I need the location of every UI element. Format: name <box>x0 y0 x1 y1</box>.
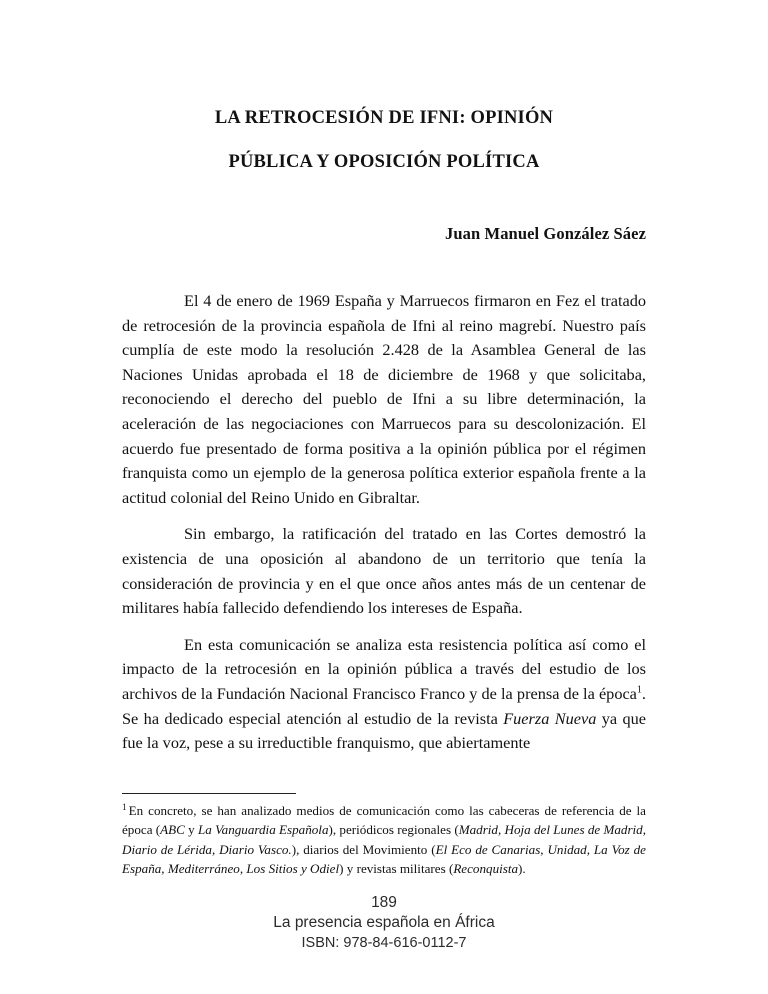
title-line-2: PÚBLICA Y OPOSICIÓN POLÍTICA <box>228 152 540 172</box>
footer-isbn: ISBN: 978-84-616-0112-7 <box>301 935 467 951</box>
italic-run: La Vanguardia Española <box>198 822 329 838</box>
italic-run: Reconquista <box>453 860 519 876</box>
footer-page-number: 189 <box>371 894 397 911</box>
footnote-1 <box>122 801 646 878</box>
paragraph-2: Sin embargo, la ratificación del tratado en las Cortes demostró la existencia de una oposición al abandono de un territorio que tenía la consideración de provincia y en el que once años antes más de un centenar de militares había fallecido defendiendo los intereses de España. <box>122 524 646 618</box>
italic-run: Fuerza Nueva <box>503 708 597 728</box>
footnote-area <box>122 793 646 878</box>
italic-run: El Eco de Canarias, Unidad, La Voz de España, Mediterráneo, Los Sitios y Odiel <box>122 841 646 876</box>
body-text <box>122 289 646 756</box>
paragraph-3: En esta comunicación se analiza esta resistencia política así como el impacto de la retrocesión en la opinión pública a través del estudio de los archivos de la Fundación Nacional Francisco Franco y de la prensa de la época$^1$. Se ha dedicado especial atención al estudio de la revista Fuerza Nueva ya que fue la voz, pese a su irreductible franquismo, que abiertamente <box>122 634 647 753</box>
footnote-body: En concreto, se han analizado medios de comunicación como las cabeceras de referencia de la época (ABC y La Vanguardia Española), periódicos regionales (Madrid, Hoja del Lunes de Madrid, Diario de Lérida, Diario Vasco.), diarios del Movimiento (El Eco de Canarias, Unidad, La Voz de España, Mediterráneo, Los Sitios y Odiel) y revistas militares (Reconquista). <box>122 803 647 876</box>
footnote-marker: 1 <box>122 801 127 812</box>
author-name: Juan Manuel González Sáez <box>445 224 646 243</box>
page-footer <box>0 893 768 953</box>
footnote-reference[interactable]: 1 <box>636 684 642 696</box>
page-title <box>122 96 646 184</box>
italic-run: Madrid, Hoja del Lunes de Madrid, Diario de Lérida, Diario Vasco. <box>122 822 647 857</box>
italic-run: ABC <box>160 822 185 838</box>
footer-book-title: La presencia española en África <box>273 914 495 931</box>
footnote-separator-rule <box>122 793 296 794</box>
paragraph-1: El 4 de enero de 1969 España y Marruecos firmaron en Fez el tratado de retrocesión de la provincia española de Ifni al reino magrebí. Nuestro país cumplía de este modo la resolución 2.428 de la Asamblea General de las Naciones Unidas aprobada el 18 de diciembre de 1968 y que solicitaba, reconociendo el derecho del pueblo de Ifni a su libre determinación, la aceleración de las negociaciones con Marruecos para su descolonización. El acuerdo fue presentado de forma positiva a la opinión pública por el régimen franquista como un ejemplo de la generosa política exterior española frente a la actitud colonial del Reino Unido en Gibraltar. <box>122 291 646 507</box>
title-line-1: LA RETROCESIÓN DE IFNI: OPINIÓN <box>214 108 554 128</box>
